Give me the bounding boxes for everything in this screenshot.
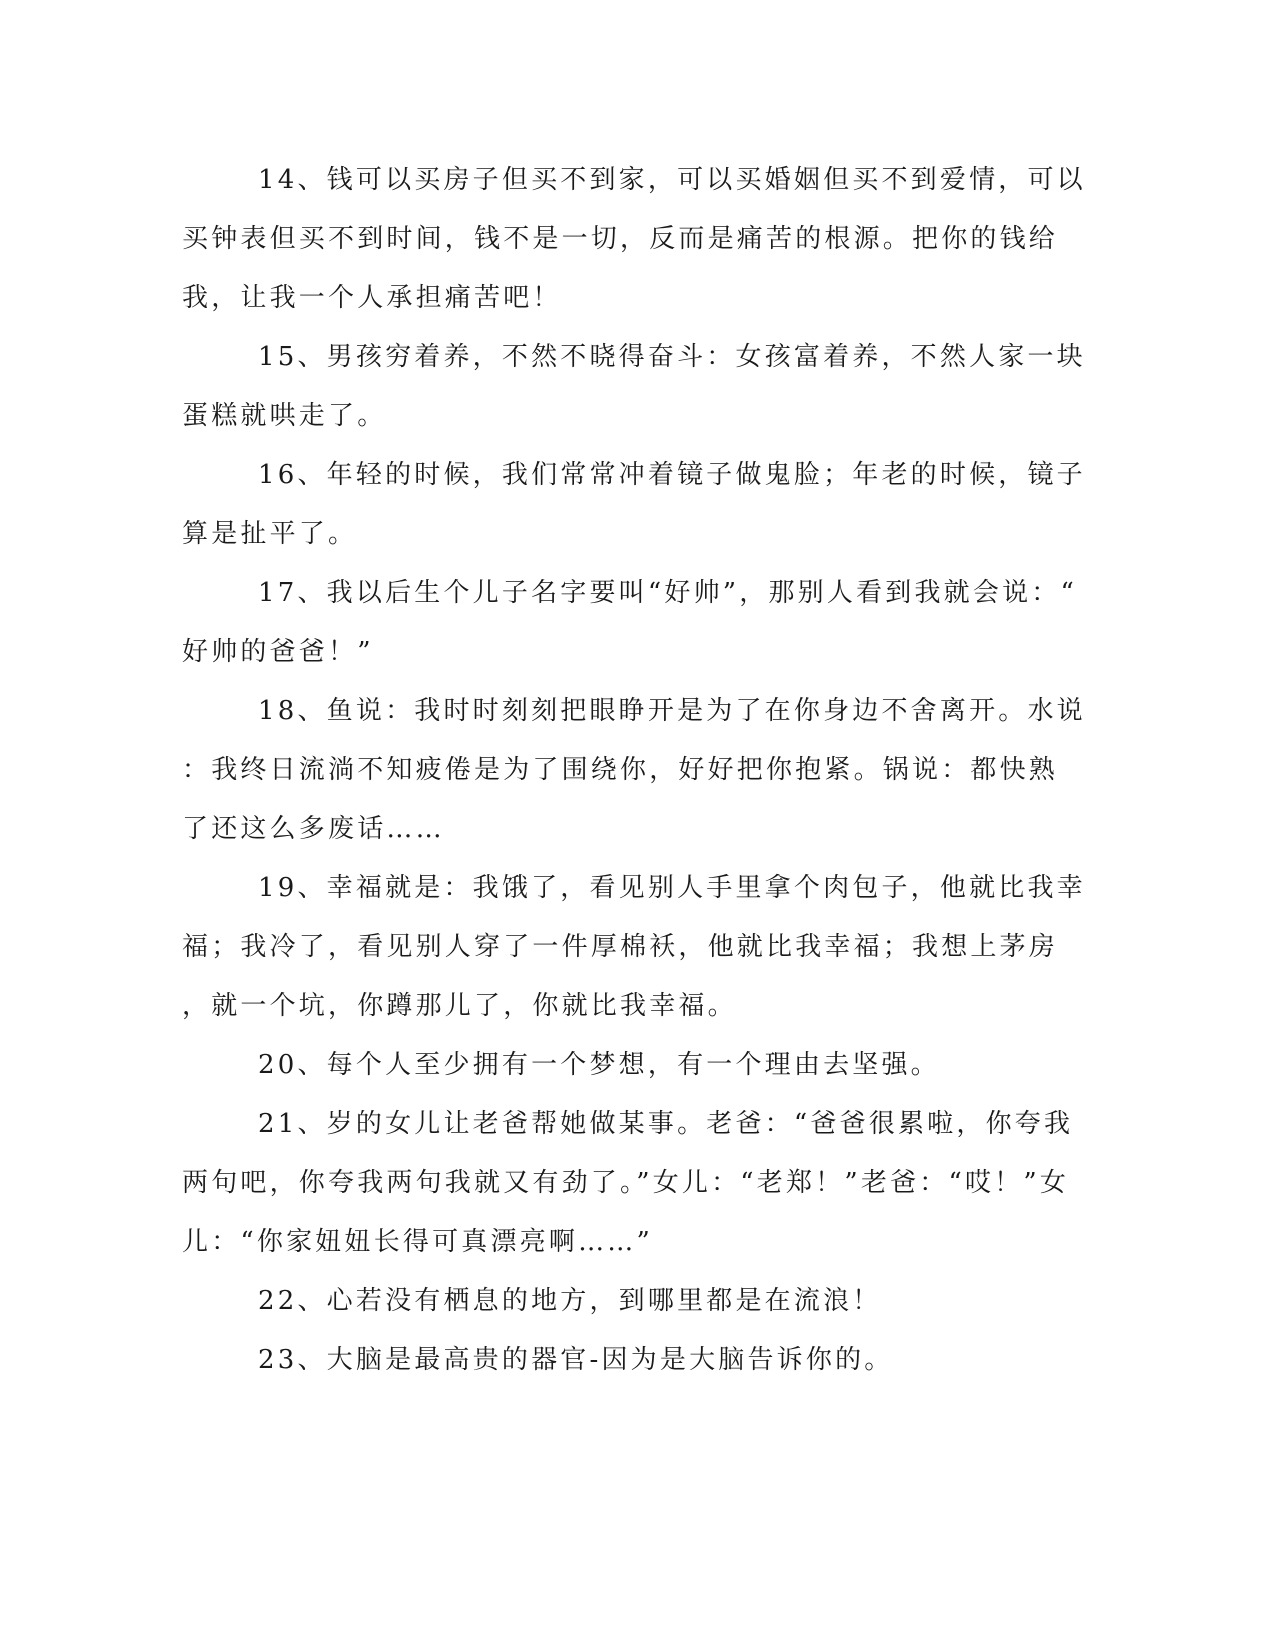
paragraph-19-line-2: 福；我冷了，看见别人穿了一件厚棉袄，他就比我幸福；我想上茅房 <box>182 932 1059 962</box>
paragraph-21-line-3: 儿：“你家妞妞长得可真漂亮啊……” <box>182 1227 653 1257</box>
paragraph-19-line-3: ，就一个坑，你蹲那儿了，你就比我幸福。 <box>182 991 737 1021</box>
paragraph-16-line-1: 16、年轻的时候，我们常常冲着镜子做鬼脸；年老的时候，镜子 <box>258 460 1086 490</box>
paragraph-21-line-2: 两句吧，你夸我两句我就又有劲了。”女儿：“老郑！”老爸：“哎！”女 <box>182 1168 1070 1198</box>
paragraph-15-line-1: 15、男孩穷着养，不然不晓得奋斗：女孩富着养，不然人家一块 <box>258 342 1086 372</box>
paragraph-14-line-3: 我，让我一个人承担痛苦吧！ <box>182 283 562 313</box>
paragraph-17-line-2: 好帅的爸爸！” <box>182 637 374 667</box>
paragraph-14-line-1: 14、钱可以买房子但买不到家，可以买婚姻但买不到爱情，可以 <box>258 165 1086 195</box>
paragraph-14-line-2: 买钟表但买不到时间，钱不是一切，反而是痛苦的根源。把你的钱给 <box>182 224 1059 254</box>
paragraph-18-line-3: 了还这么多废话…… <box>182 814 445 844</box>
paragraph-16-line-2: 算是扯平了。 <box>182 519 358 549</box>
paragraph-20-line-1: 20、每个人至少拥有一个梦想，有一个理由去坚强。 <box>258 1050 940 1080</box>
paragraph-18-line-1: 18、鱼说：我时时刻刻把眼睁开是为了在你身边不舍离开。水说 <box>258 696 1086 726</box>
paragraph-18-line-2: ：我终日流淌不知疲倦是为了围绕你，好好把你抱紧。锅说：都快熟 <box>182 755 1059 785</box>
paragraph-23-line-1: 23、大脑是最高贵的器官-因为是大脑告诉你的。 <box>258 1345 894 1375</box>
paragraph-15-line-2: 蛋糕就哄走了。 <box>182 401 387 431</box>
paragraph-22-line-1: 22、心若没有栖息的地方，到哪里都是在流浪！ <box>258 1286 882 1316</box>
paragraph-17-line-1: 17、我以后生个儿子名字要叫“好帅”，那别人看到我就会说：“ <box>258 578 1077 608</box>
paragraph-19-line-1: 19、幸福就是：我饿了，看见别人手里拿个肉包子，他就比我幸 <box>258 873 1086 903</box>
paragraph-21-line-1: 21、岁的女儿让老爸帮她做某事。老爸：“爸爸很累啦，你夸我 <box>258 1109 1074 1139</box>
